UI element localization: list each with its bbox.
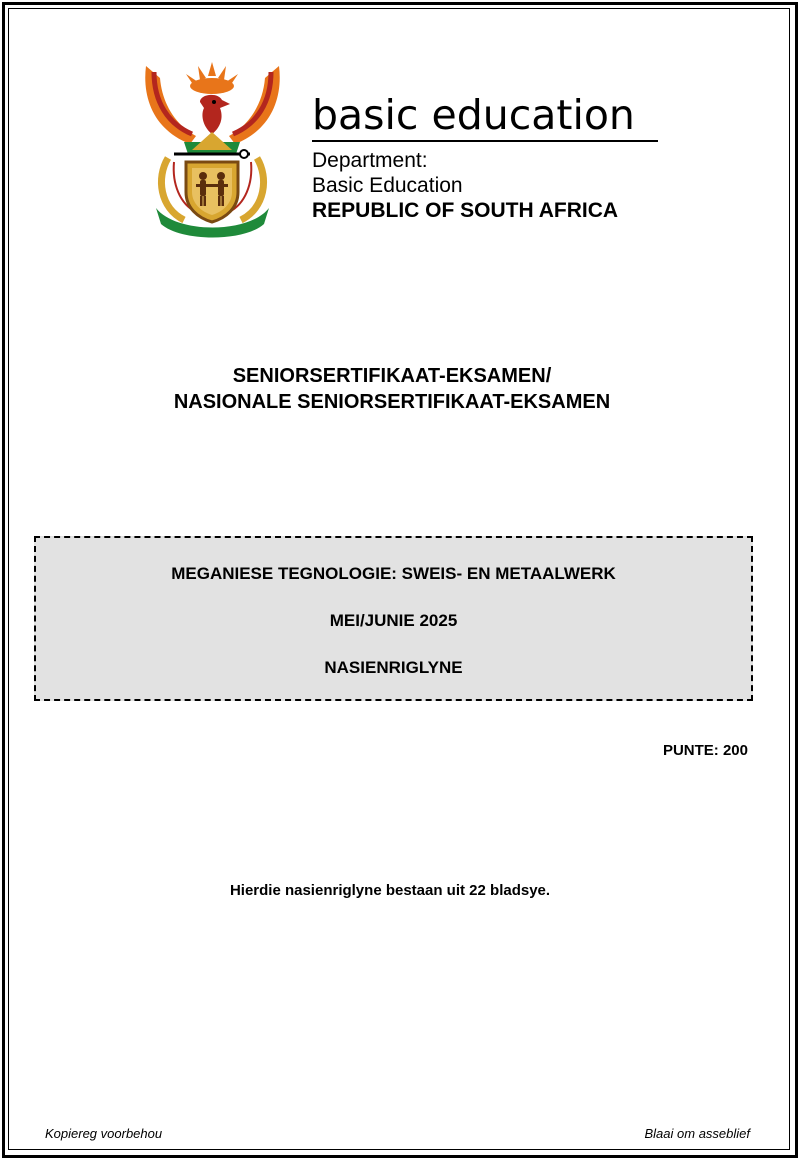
footer-copyright: Kopiereg voorbehou [45, 1126, 163, 1141]
brand-underline [312, 140, 658, 142]
brand-title: basic education [312, 91, 635, 139]
department-branding [312, 90, 662, 223]
page-count-note: Hierdie nasienriglyne bestaan uit 22 bladsye. [229, 882, 551, 899]
coat-of-arms-logo [140, 58, 285, 238]
department-line-2: Basic Education [312, 174, 463, 197]
exam-heading-line-2: NASIONALE SENIORSERTIFIKAAT-EKSAMEN [173, 391, 611, 413]
total-marks: PUNTE: 200 [662, 742, 748, 759]
exam-heading-line-1: SENIORSERTIFIKAAT-EKSAMEN/ [232, 365, 552, 387]
country-name: REPUBLIC OF SOUTH AFRICA [312, 199, 619, 222]
subject-title: MEGANIESE TEGNOLOGIE: SWEIS- EN METAALWERK [171, 564, 616, 583]
subject-box [34, 536, 753, 701]
exam-session: MEI/JUNIE 2025 [329, 611, 458, 630]
exam-heading [0, 363, 784, 415]
document-type: NASIENRIGLYNE [324, 658, 463, 677]
department-line-1: Department: [312, 149, 428, 172]
footer-turn-page: Blaai om asseblief [644, 1126, 750, 1141]
coat-of-arms-icon [140, 58, 285, 238]
